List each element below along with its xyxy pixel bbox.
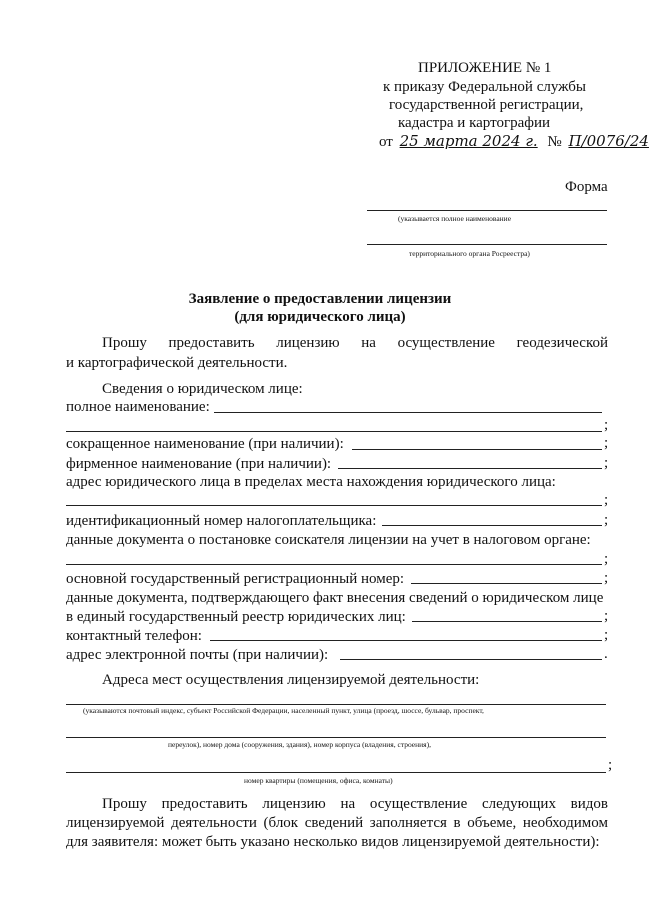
organ-name-line-2 (367, 244, 607, 245)
appendix-agency-line: государственной регистрации, (389, 97, 584, 113)
brand-name-semicolon: ; (604, 455, 609, 471)
full-name-line-2 (66, 431, 602, 432)
places-semicolon: ; (608, 757, 613, 773)
from-label: от (379, 134, 393, 150)
order-date-row (379, 132, 649, 151)
short-name-line (352, 449, 602, 450)
document-subtitle: (для юридического лица) (234, 309, 406, 325)
short-name-label: сокращенное наименование (при наличии): (66, 436, 344, 452)
request-line-1: Прошу предоставить лицензию на осуществление следующих видов (102, 796, 608, 812)
egrul-label-2: в единый государственный реестр юридических лиц: (66, 609, 406, 625)
organ-caption-1: (указывается полное наименование (398, 214, 512, 223)
tax-doc-label: данные документа о постановке соискателя лицензии на учет в налоговом органе: (66, 532, 591, 548)
ogrn-label: основной государственный регистрационный номер: (66, 571, 405, 587)
form-label: Форма (565, 179, 608, 195)
intro-line-1: Прошу предоставить лицензию на осуществление геодезической (102, 335, 608, 351)
short-name-semicolon: ; (604, 435, 609, 451)
number-label: № (547, 134, 562, 150)
brand-name-label: фирменное наименование (при наличии): (66, 456, 332, 472)
inn-label: идентификационный номер налогоплательщика: (66, 513, 377, 529)
address-line (66, 505, 602, 506)
inn-line (382, 525, 602, 526)
ogrn-semicolon: ; (604, 570, 609, 586)
places-line-1 (66, 704, 606, 705)
egrul-label-1: данные документа, подтверждающего факт внесения сведений о юридическом лице (66, 590, 604, 606)
email-period: . (604, 646, 608, 662)
appendix-title: ПРИЛОЖЕНИЕ № 1 (418, 60, 552, 76)
places-caption-2: переулок), номер дома (сооружения, здания), номер корпуса (владения, строения), (168, 740, 431, 749)
phone-semicolon: ; (604, 627, 609, 643)
places-caption-1: (указываются почтовый индекс, субъект Российской Федерации, населенный пункт, улица (проезд, шоссе, бульвар, проспект, (83, 706, 484, 715)
inn-semicolon: ; (604, 512, 609, 528)
legal-info-heading: Сведения о юридическом лице: (102, 381, 303, 397)
request-line-3: для заявителя: может быть указано несколько видов лицензируемой деятельности): (66, 834, 600, 850)
appendix-cadastre-line: кадастра и картографии (398, 115, 551, 131)
full-name-label: полное наименование: (66, 399, 210, 415)
email-line (340, 659, 602, 660)
order-date-handwritten: 25 марта 2024 г. (399, 132, 538, 150)
places-caption-3: номер квартиры (помещения, офиса, комнаты) (244, 776, 393, 785)
appendix-order-line: к приказу Федеральной службы (383, 79, 587, 95)
brand-name-line (338, 468, 602, 469)
phone-label: контактный телефон: (66, 628, 202, 644)
places-line-3 (66, 772, 606, 773)
order-number-handwritten: П/0076/24 (568, 132, 649, 150)
full-name-line (214, 412, 602, 413)
full-name-semicolon: ; (604, 417, 609, 433)
tax-doc-semicolon: ; (604, 551, 609, 567)
places-line-2 (66, 737, 606, 738)
email-label: адрес электронной почты (при наличии): (66, 647, 329, 663)
ogrn-line (411, 583, 602, 584)
address-label: адрес юридического лица в пределах места нахождения юридического лица: (66, 474, 556, 490)
tax-doc-line (66, 564, 602, 565)
document-title: Заявление о предоставлении лицензии (188, 291, 452, 307)
egrul-line (412, 621, 602, 622)
egrul-semicolon: ; (604, 608, 609, 624)
address-semicolon: ; (604, 492, 609, 508)
places-heading: Адреса мест осуществления лицензируемой деятельности: (102, 672, 480, 688)
request-line-2: лицензируемой деятельности (блок сведений заполняется в объеме, необходимом (66, 815, 608, 831)
intro-line-2: и картографической деятельности. (66, 355, 288, 371)
organ-caption-2: территориального органа Росреестра) (409, 249, 530, 258)
organ-name-line-1 (367, 210, 607, 211)
phone-line (210, 640, 602, 641)
